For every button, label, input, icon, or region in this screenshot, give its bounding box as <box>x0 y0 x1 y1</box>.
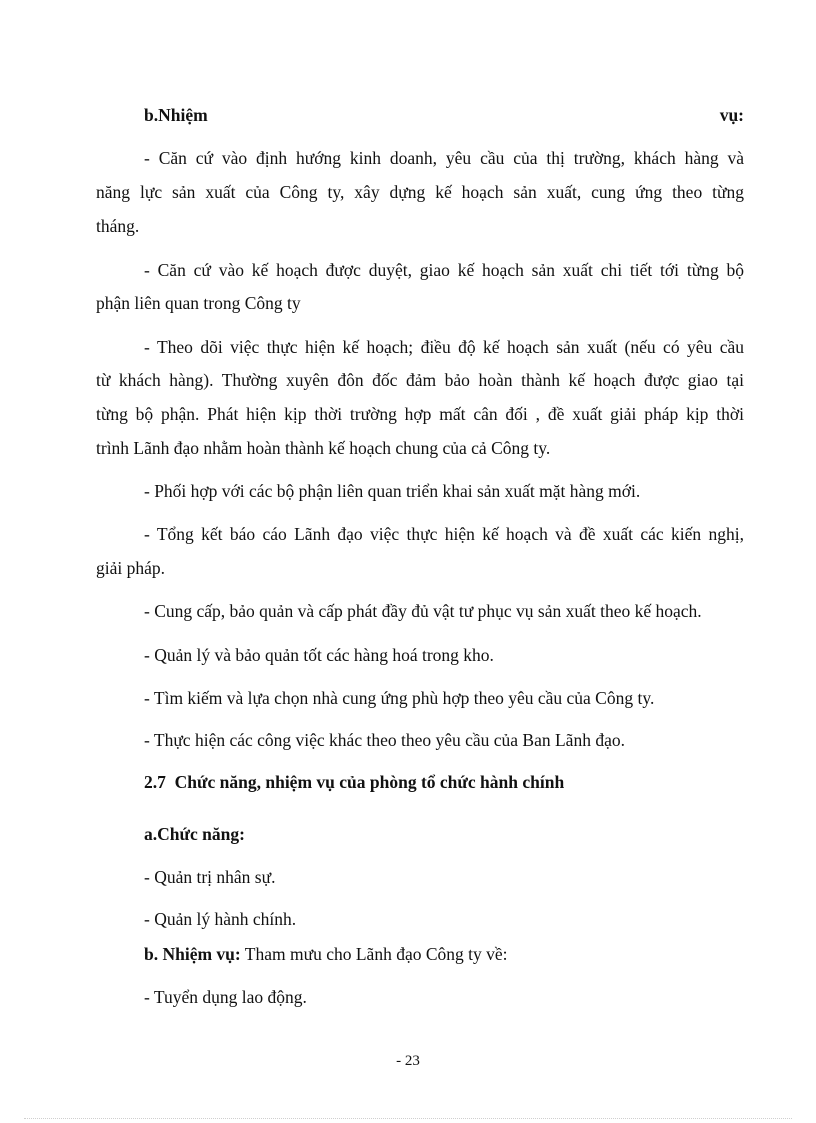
paragraph-line: từng bộ phận. Phát hiện kịp thời trường hợp mất cân đối , đề xuất giải pháp kịp thời <box>96 404 744 424</box>
list-item: - Quản lý hành chính. <box>144 909 297 929</box>
heading-right: vụ: <box>719 105 744 125</box>
section-number: 2.7 <box>144 772 166 792</box>
paragraph-line: - Quản lý và bảo quản tốt các hàng hoá trong kho. <box>144 645 494 665</box>
section-27-heading <box>144 771 744 793</box>
paragraph-line: trình Lãnh đạo nhằm hoàn thành kế hoạch chung của cả Công ty. <box>96 438 551 458</box>
paragraph-line: - Căn cứ vào kế hoạch được duyệt, giao kế hoạch sản xuất chi tiết tới từng bộ <box>144 260 744 280</box>
section-b2-text: Tham mưu cho Lãnh đạo Công ty về: <box>240 944 508 964</box>
paragraph-line: giải pháp. <box>96 558 166 578</box>
paragraph-line: từ khách hàng). Thường xuyên đôn đốc đảm bảo hoàn thành kế hoạch được giao tại <box>96 370 744 390</box>
section-b2-label: b. Nhiệm vụ: <box>144 944 241 964</box>
page-number: - 23 <box>396 1053 420 1069</box>
list-item: - Quản trị nhân sự. <box>144 867 276 887</box>
paragraph-line: tháng. <box>96 216 140 236</box>
paragraph-line: - Theo dõi việc thực hiện kế hoạch; điều độ kế hoạch sản xuất (nếu có yêu cầu <box>144 337 744 357</box>
paragraph-line: phận liên quan trong Công ty <box>96 293 301 313</box>
section-b2-heading <box>144 943 744 965</box>
section-a-heading: a.Chức năng: <box>144 824 245 844</box>
section-title: Chức năng, nhiệm vụ của phòng tổ chức hành chính <box>174 772 565 792</box>
paragraph-line: - Căn cứ vào định hướng kinh doanh, yêu cầu của thị trường, khách hàng và <box>144 148 744 168</box>
footer-divider <box>24 1118 792 1119</box>
heading-left: b.Nhiệm <box>144 105 208 125</box>
paragraph-line: - Tổng kết báo cáo Lãnh đạo việc thực hiện kế hoạch và đề xuất các kiến nghị, <box>144 524 744 544</box>
paragraph-line: năng lực sản xuất của Công ty, xây dựng kế hoạch sản xuất, cung ứng theo từng <box>96 182 744 202</box>
paragraph-line: - Tìm kiếm và lựa chọn nhà cung ứng phù hợp theo yêu cầu của Công ty. <box>144 688 655 708</box>
paragraph-line: - Cung cấp, bảo quản và cấp phát đầy đủ vật tư phục vụ sản xuất theo kế hoạch. <box>144 601 702 621</box>
paragraph-line: - Phối hợp với các bộ phận liên quan triển khai sản xuất mặt hàng mới. <box>144 481 641 501</box>
section-b-heading <box>144 104 744 126</box>
paragraph-line: - Thực hiện các công việc khác theo theo yêu cầu của Ban Lãnh đạo. <box>144 730 625 750</box>
list-item: - Tuyển dụng lao động. <box>144 987 307 1007</box>
